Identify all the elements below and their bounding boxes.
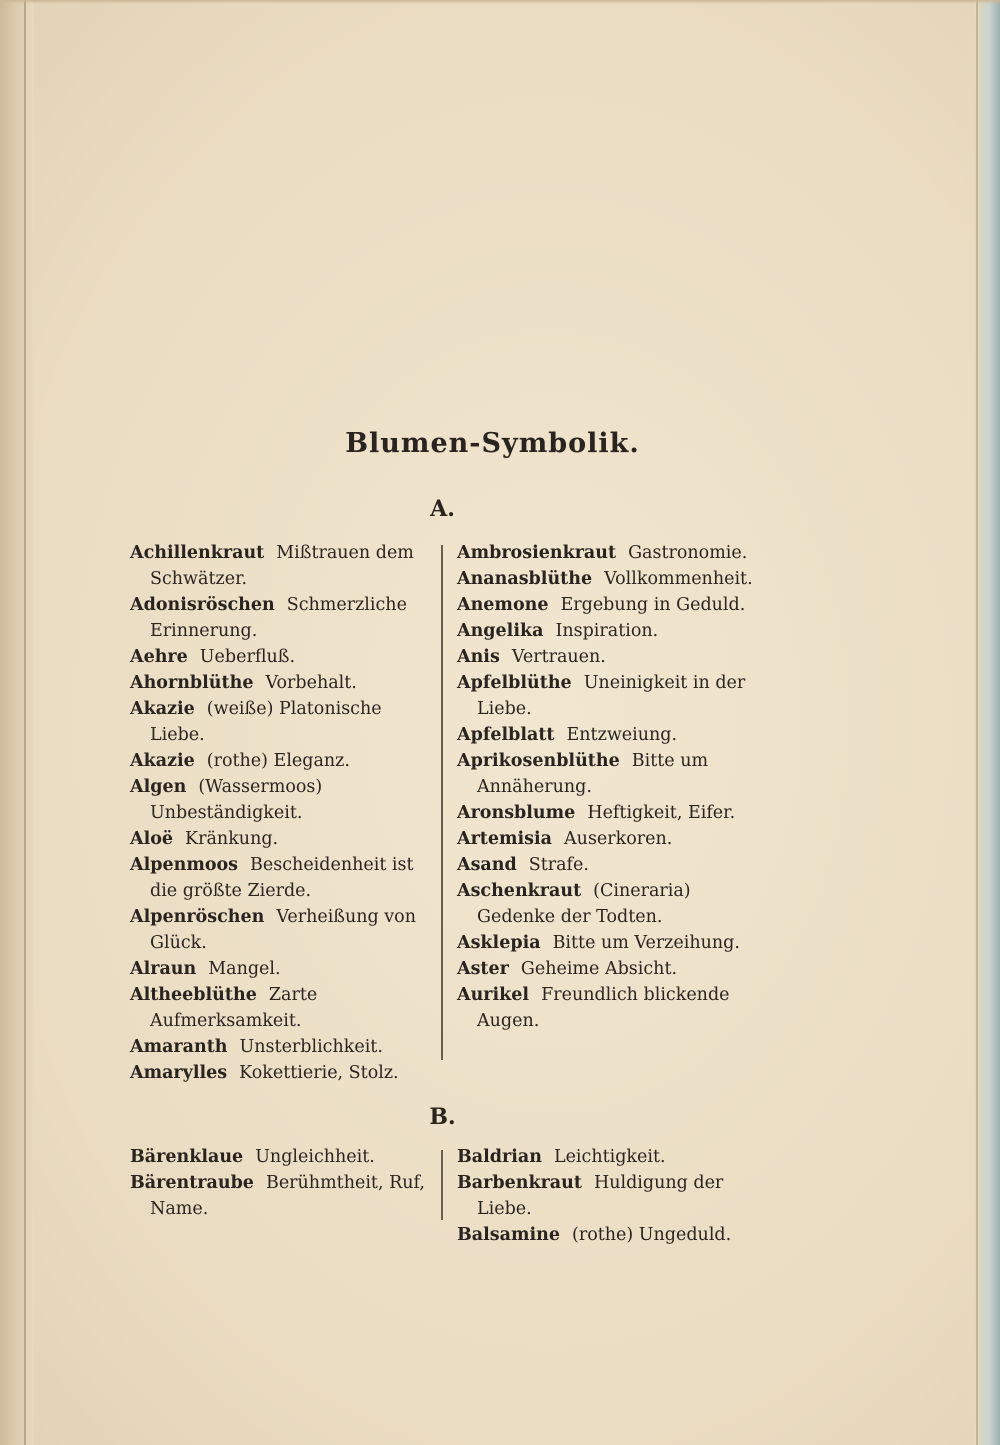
entry-term: Baldrian — [457, 1147, 542, 1167]
entry-meaning: Ergebung in Geduld. — [560, 595, 746, 615]
entry-meaning: Berühmtheit, Ruf, Name. — [150, 1173, 425, 1219]
entry-term: Balsamine — [457, 1225, 560, 1245]
glossary-entry — [130, 826, 428, 852]
entry-term: Ananasblüthe — [457, 569, 593, 589]
section-letter-b: B. — [429, 1104, 456, 1130]
entry-term: Aprikosenblüthe — [457, 751, 620, 771]
book-spine — [0, 0, 34, 1445]
entry-term: Apfelblüthe — [457, 673, 572, 693]
glossary-entry — [130, 1034, 428, 1060]
entry-term: Aronsblume — [457, 803, 576, 823]
entry-term: Anemone — [457, 595, 549, 615]
glossary-entry — [457, 800, 759, 826]
entry-meaning: Vollkommenheit. — [604, 569, 753, 589]
section-letter-a: A. — [430, 496, 455, 522]
entry-meaning: Huldigung der Liebe. — [477, 1173, 724, 1219]
entry-term: Bärentraube — [130, 1173, 254, 1193]
entry-meaning: Vorbehalt. — [265, 673, 357, 693]
entry-term: Akazie — [130, 699, 195, 719]
entry-term: Adonisröschen — [130, 595, 275, 615]
glossary-entry — [130, 1170, 428, 1222]
page-title: Blumen-Symbolik. — [345, 428, 640, 459]
entry-term: Alpenmoos — [130, 855, 239, 875]
entry-term: Ahornblüthe — [130, 673, 254, 693]
glossary-entry — [457, 540, 759, 566]
glossary-entry — [457, 1144, 762, 1170]
entry-term: Aloë — [130, 829, 174, 849]
entry-meaning: Auserkoren. — [564, 829, 673, 849]
spine-fold-line — [24, 0, 26, 1445]
glossary-entry — [457, 748, 759, 800]
entry-term: Algen — [130, 777, 187, 797]
entry-meaning: Freundlich blickende Augen. — [477, 985, 730, 1031]
section-a-left-column — [130, 540, 428, 1086]
glossary-entry — [457, 982, 759, 1034]
entry-term: Ambrosienkraut — [457, 543, 617, 563]
entry-term: Bärenklaue — [130, 1147, 244, 1167]
entry-term: Altheeblüthe — [130, 985, 257, 1005]
entry-term: Asklepia — [457, 933, 541, 953]
entry-meaning: (rothe) Eleganz. — [206, 751, 350, 771]
glossary-entry — [130, 592, 428, 644]
glossary-entry — [130, 1144, 428, 1170]
entry-meaning: (rothe) Ungeduld. — [572, 1225, 732, 1245]
glossary-entry — [130, 748, 428, 774]
section-b-left-column — [130, 1144, 428, 1222]
glossary-entry — [457, 722, 759, 748]
entry-meaning: Kokettierie, Stolz. — [239, 1063, 399, 1083]
section-a-right-column — [457, 540, 759, 1034]
glossary-entry — [457, 644, 759, 670]
glossary-entry — [457, 566, 759, 592]
entry-meaning: (weiße) Platonische Liebe. — [150, 699, 382, 745]
entry-meaning: Kränkung. — [185, 829, 279, 849]
glossary-entry — [130, 774, 428, 826]
entry-term: Amarylles — [130, 1063, 228, 1083]
entry-term: Angelika — [457, 621, 544, 641]
entry-term: Apfelblatt — [457, 725, 555, 745]
entry-meaning: Ungleichheit. — [255, 1147, 375, 1167]
glossary-entry — [457, 592, 759, 618]
glossary-entry — [130, 540, 428, 592]
glossary-entry — [130, 696, 428, 748]
glossary-entry — [457, 670, 759, 722]
entry-meaning: Mißtrauen dem Schwätzer. — [150, 543, 414, 589]
entry-term: Artemisia — [457, 829, 553, 849]
entry-meaning: Vertrauen. — [511, 647, 606, 667]
entry-meaning: Gastronomie. — [628, 543, 748, 563]
entry-term: Asand — [457, 855, 517, 875]
entry-meaning: Heftigkeit, Eifer. — [587, 803, 736, 823]
entry-term: Aurikel — [457, 985, 530, 1005]
entry-meaning: Bitte um Verzeihung. — [552, 933, 740, 953]
glossary-entry — [130, 670, 428, 696]
entry-term: Aschenkraut — [457, 881, 582, 901]
entry-term: Alraun — [130, 959, 197, 979]
glossary-entry — [130, 904, 428, 956]
entry-meaning: Strafe. — [528, 855, 589, 875]
entry-term: Aster — [457, 959, 509, 979]
glossary-entry — [457, 956, 759, 982]
entry-meaning: Uneinigkeit in der Liebe. — [477, 673, 746, 719]
glossary-entry — [130, 956, 428, 982]
page-top-edge — [0, 0, 1000, 4]
entry-meaning: Zarte Aufmerksamkeit. — [150, 985, 318, 1031]
glossary-entry — [130, 1060, 428, 1086]
glossary-entry — [457, 1222, 762, 1248]
entry-meaning: (Cineraria) Gedenke der Todten. — [477, 881, 691, 927]
glossary-entry — [457, 878, 759, 930]
glossary-entry — [130, 852, 428, 904]
entry-term: Amaranth — [130, 1037, 228, 1057]
entry-meaning: Inspiration. — [555, 621, 659, 641]
entry-meaning: Geheime Absicht. — [520, 959, 678, 979]
glossary-entry — [457, 618, 759, 644]
entry-term: Akazie — [130, 751, 195, 771]
entry-meaning: Ueberfluß. — [199, 647, 296, 667]
glossary-entry — [130, 982, 428, 1034]
glossary-entry — [457, 930, 759, 956]
column-divider — [441, 545, 443, 1060]
glossary-entry — [457, 826, 759, 852]
entry-term: Aehre — [130, 647, 188, 667]
column-divider — [441, 1150, 443, 1220]
glossary-entry — [130, 644, 428, 670]
entry-term: Barbenkraut — [457, 1173, 582, 1193]
entry-term: Alpenröschen — [130, 907, 265, 927]
entry-meaning: Schmerzliche Erinnerung. — [150, 595, 407, 641]
entry-meaning: Unsterblichkeit. — [239, 1037, 383, 1057]
entry-meaning: Leichtigkeit. — [553, 1147, 666, 1167]
right-edge-line — [976, 0, 978, 1445]
entry-meaning: Verheißung von Glück. — [150, 907, 416, 953]
entry-meaning: Entzweiung. — [566, 725, 678, 745]
entry-meaning: Bescheidenheit ist die größte Zierde. — [150, 855, 414, 901]
entry-term: Achillenkraut — [130, 543, 265, 563]
glossary-entry — [457, 852, 759, 878]
entry-meaning: Bitte um Annäherung. — [477, 751, 709, 797]
glossary-entry — [457, 1170, 762, 1222]
section-b-right-column — [457, 1144, 762, 1248]
entry-meaning: (Wassermoos) Unbeständigkeit. — [150, 777, 323, 823]
entry-meaning: Mangel. — [208, 959, 281, 979]
entry-term: Anis — [457, 647, 500, 667]
